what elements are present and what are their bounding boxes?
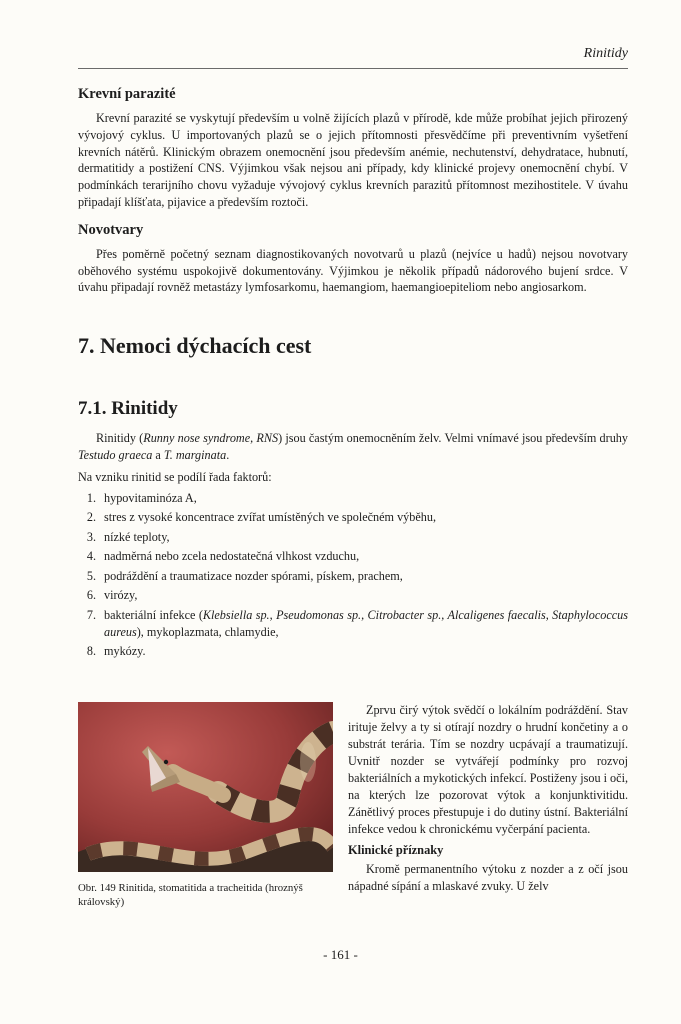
header-rule <box>78 68 628 69</box>
right-paragraph-1: Zprvu čirý výtok svědčí o lokálním podráždění. Stav irituje želvy a ty si otírají nozdry o hrudní končetiny a o substrát terária. Tím se nozdry ucpávají a traumatizují. Uvnitř nozder se vytvářejí podmínky pro rozvoj bakteriálních a mykotických infekcí. Postiženy jsou i oči, na kterých lze pozorovat výtok a konjunktivitidu. Zánětlivý proces přestupuje i do dutiny ústní. Bakteriální infekce vedou k chronickému vyčerpání pacienta. <box>348 703 628 836</box>
section-intro: Rinitidy (Runny nose syndrome, RNS) jsou častým onemocněním želv. Velmi vnímavé jsou především druhy Testudo graeca a T. marginata. <box>78 431 628 462</box>
right-column <box>348 702 628 895</box>
snake-photo <box>78 702 333 872</box>
blood-parasites-heading: Krevní parazité <box>78 86 176 102</box>
blood-parasites-paragraph: Krevní parazité se vyskytují především u volně žijících plazů v přírodě, kde může probíhat jejich přirozený vývojový cyklus. U importovaných plazů se o jejich přítomnosti přesvědčíme při preventivním vyšetření krevních nátěrů. Klinickým obrazem onemocnění jsou především anémie, nechutenství, dehydratace, hubnutí, dermatitidy a postižení CNS. Výjimkou však nejsou ani případy, kdy klinické projevy onemocnění chybí. V podmínkách terarijního chovu vyžaduje vývojový cyklus krevních parazitů přítomnost mezihostitele. V úvahu připadají klíšťata, pijavice a především roztoči. <box>78 111 628 209</box>
list-item: 8. mykózy. <box>86 644 146 659</box>
section-title: 7.1. Rinitidy <box>78 398 178 420</box>
list-item: 6. virózy, <box>86 588 138 603</box>
list-item: 7. bakteriální infekce (Klebsiella sp., Pseudomonas sp., Citrobacter sp., Alcaligenes faecalis, Staphylococcus aureus), mykoplazmata, chlamydie, <box>86 607 628 639</box>
factors-list <box>78 490 628 661</box>
tumors-paragraph: Přes poměrně početný seznam diagnostikovaných novotvarů u plazů (nejvíce u hadů) nejsou novotvary oběhového systému uspokojivě dokumentovány. Výjimkou je několik případů nádorového bujení srdce. V úvahu připadají rovněž metastázy lymfosarkomu, haemangiom, haemangioepiteliom nebo angiosarkom. <box>78 246 628 295</box>
list-item: 5. podráždění a traumatizace nozder spórami, pískem, prachem, <box>86 568 403 583</box>
snake-illustration-icon <box>78 702 333 872</box>
list-item: 1. hypovitaminóza A, <box>86 490 197 505</box>
list-item: 2. stres z vysoké koncentrace zvířat umístěných ve společném výběhu, <box>86 510 436 525</box>
clinical-signs-heading: Klinické příznaky <box>348 843 444 857</box>
tumors-heading: Novotvary <box>78 221 144 238</box>
main-content <box>78 84 628 663</box>
right-paragraph-2: Kromě permanentního výtoku z nozder a z očí jsou nápadné sípání a mlaskavé zvuky. U želv <box>348 862 628 893</box>
list-item: 3. nízké teploty, <box>86 529 170 544</box>
bottom-two-column <box>78 702 628 927</box>
figure-caption: Obr. 149 Rinitida, stomatitida a tracheitida (hroznýš královský) <box>78 882 303 908</box>
chapter-title: 7. Nemoci dýchacích cest <box>78 333 312 359</box>
running-header: Rinitidy <box>583 46 628 61</box>
figure <box>78 702 333 909</box>
list-item: 4. nadměrná nebo zcela nedostatečná vlhkost vzduchu, <box>86 549 360 564</box>
factors-lead: Na vzniku rinitid se podílí řada faktorů: <box>78 469 272 484</box>
page-number: - 161 - <box>323 947 358 962</box>
